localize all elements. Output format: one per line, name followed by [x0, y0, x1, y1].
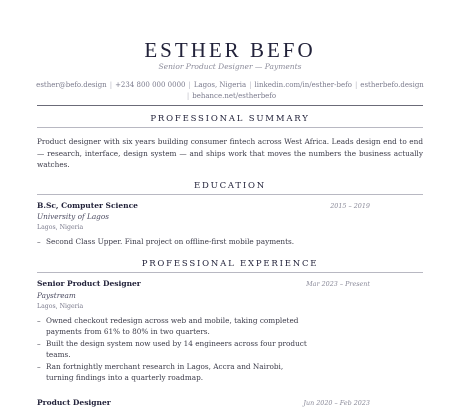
summary-divider	[37, 127, 423, 128]
education-school: University of Lagos	[37, 212, 109, 221]
contact-phone[interactable]: +234 800 000 0000	[115, 81, 186, 89]
experience-divider	[37, 272, 423, 273]
contact-separator: |	[109, 81, 113, 89]
experience-bullets	[37, 316, 307, 385]
contact-behance[interactable]: behance.net/estherbefo	[192, 92, 277, 100]
experience-heading: PROFESSIONAL EXPERIENCE	[141, 259, 319, 269]
contact-linkedin[interactable]: linkedin.com/in/esther-befo	[254, 81, 352, 89]
education-divider	[37, 194, 423, 195]
experience-dates: Mar 2023 – Present	[306, 280, 370, 288]
candidate-title: Senior Product Designer — Payments	[158, 62, 302, 71]
experience-dates: Jun 2020 – Feb 2023	[303, 399, 370, 407]
contact-location: Lagos, Nigeria	[193, 81, 247, 89]
list-item: – Owned checkout redesign across web and mobile, taking completed payments from 61% to 80% in two quarters.	[37, 316, 307, 338]
list-item: – Ran fortnightly merchant research in Lagos, Accra and Nairobi, turning findings into a quarterly roadmap.	[37, 362, 307, 384]
education-dates: 2015 – 2019	[330, 202, 370, 210]
contact-separator: |	[186, 92, 190, 100]
education-degree: B.Sc, Computer Science	[37, 201, 138, 210]
education-bullets	[37, 237, 423, 249]
contact-separator: |	[249, 81, 252, 89]
list-item: – Second Class Upper. Final project on offline-first mobile payments.	[37, 237, 423, 248]
education-location: Lagos, Nigeria	[37, 224, 84, 231]
contact-separator: |	[354, 81, 358, 89]
header-divider	[37, 105, 423, 106]
education-heading: EDUCATION	[194, 181, 266, 191]
summary-heading: PROFESSIONAL SUMMARY	[150, 114, 310, 124]
experience-role: Product Designer	[37, 398, 111, 407]
experience-role: Senior Product Designer	[37, 279, 141, 288]
experience-company: Paystream	[37, 291, 76, 300]
experience-location: Lagos, Nigeria	[37, 303, 84, 310]
contact-separator: |	[188, 81, 191, 89]
contact-website[interactable]: estherbefo.design	[360, 81, 424, 89]
contact-email[interactable]: esther@befo.design	[36, 81, 107, 89]
contact-line	[30, 80, 430, 102]
list-item: – Built the design system now used by 14 engineers across four product teams.	[37, 339, 307, 361]
summary-text: Product designer with six years building consumer fintech across West Africa. Leads design end to end — research, interface, design system — and ships work that moves the numbers the business actually watches.	[37, 137, 423, 169]
candidate-name: ESTHER BEFO	[144, 38, 316, 62]
